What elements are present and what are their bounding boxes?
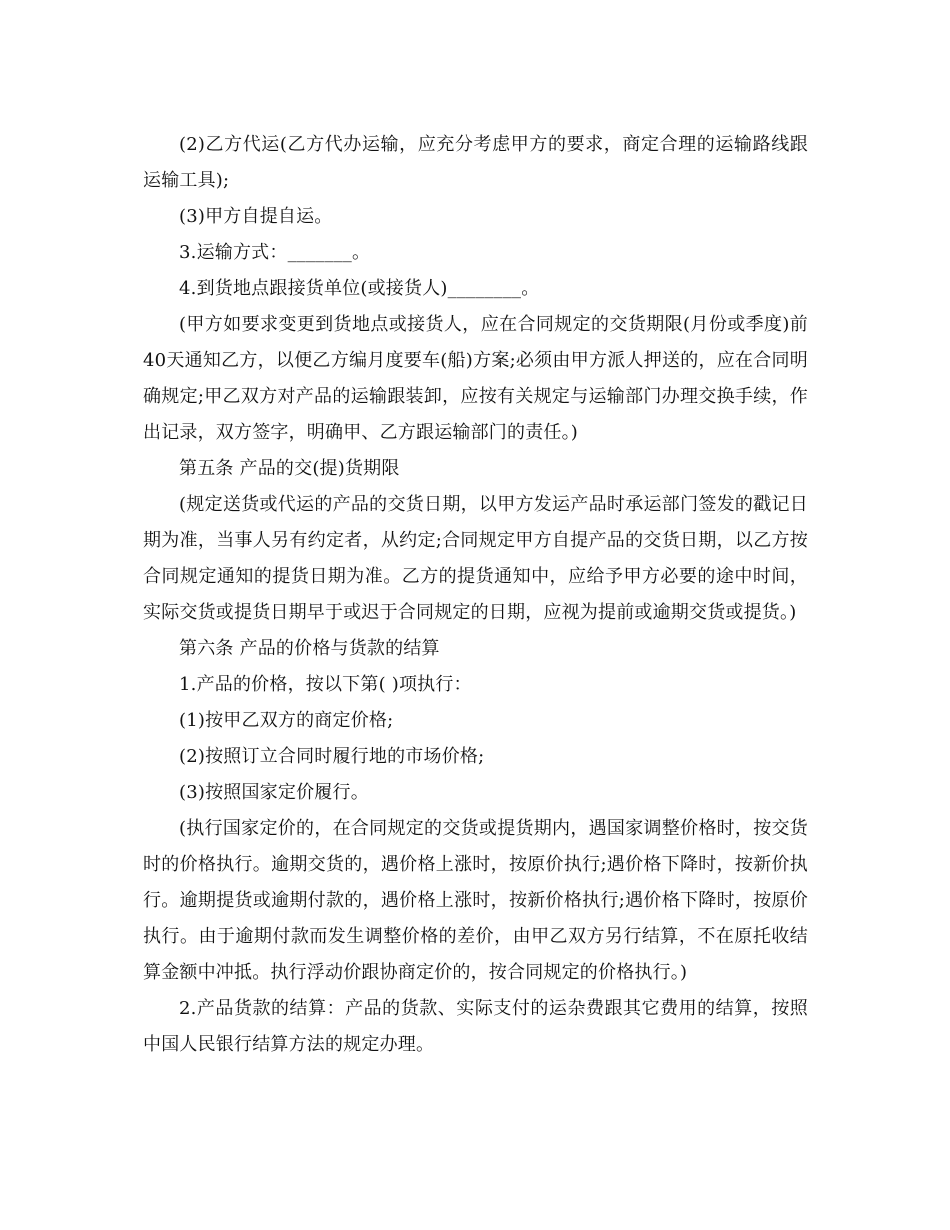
paragraph-price-option-3: (3)按照国家定价履行。 xyxy=(179,782,369,803)
article-6-heading: 第六条 产品的价格与货款的结算 xyxy=(179,638,440,659)
paragraph-price-basis: 1.产品的价格，按以下第( )项执行： xyxy=(179,674,472,695)
paragraph-price-option-1: (1)按甲乙双方的商定价格; xyxy=(179,710,394,731)
document-body xyxy=(143,127,808,1063)
paragraph-delivery-date-rules: (规定送货或代运的产品的交货日期，以甲方发运产品时承运部门签发的戳记日期为准，当事人另有约定者，从约定;合同规定甲方自提产品的交货日期，以乙方按合同规定通知的提货日期为准。乙方的提货通知中，应给予甲方必要的途中时间，实际交货或提货日期早于或迟于合同规定的日期，应视为提前或逾期交货或提货。) xyxy=(143,494,808,623)
paragraph-transport-method: 3.运输方式：_______。 xyxy=(179,242,371,263)
paragraph-delivery-location: 4.到货地点跟接货单位(或接货人)________。 xyxy=(179,278,540,299)
paragraph-change-notice: (甲方如要求变更到货地点或接货人，应在合同规定的交货期限(月份或季度)前40天通知乙方，以便乙方编月度要车(船)方案;必须由甲方派人押送的，应在合同明确规定;甲乙双方对产品的运输跟装卸，应按有关规定与运输部门办理交换手续，作出记录，双方签字，明确甲、乙方跟运输部门的责任。) xyxy=(143,314,808,443)
article-5-heading: 第五条 产品的交(提)货期限 xyxy=(179,458,400,479)
paragraph-price-option-2: (2)按照订立合同时履行地的市场价格; xyxy=(179,746,485,767)
paragraph-state-pricing: (执行国家定价的，在合同规定的交货或提货期内，遇国家调整价格时，按交货时的价格执行。逾期交货的，遇价格上涨时，按原价执行;遇价格下降时，按新价执行。逾期提货或逾期付款的，遇价格上涨时，按新价格执行;遇价格下降时，按原价执行。由于逾期付款而发生调整价格的差价，由甲乙双方另行结算，不在原托收结算金额中冲抵。执行浮动价跟协商定价的，按合同规定的价格执行。) xyxy=(143,818,808,983)
paragraph-payment-settlement: 2.产品货款的结算：产品的货款、实际支付的运杂费跟其它费用的结算，按照中国人民银行结算方法的规定办理。 xyxy=(143,998,808,1055)
paragraph-3-self-pickup: (3)甲方自提自运。 xyxy=(179,206,333,227)
paragraph-2-self-shipping: (2)乙方代运(乙方代办运输，应充分考虑甲方的要求，商定合理的运输路线跟运输工具); xyxy=(143,134,808,191)
